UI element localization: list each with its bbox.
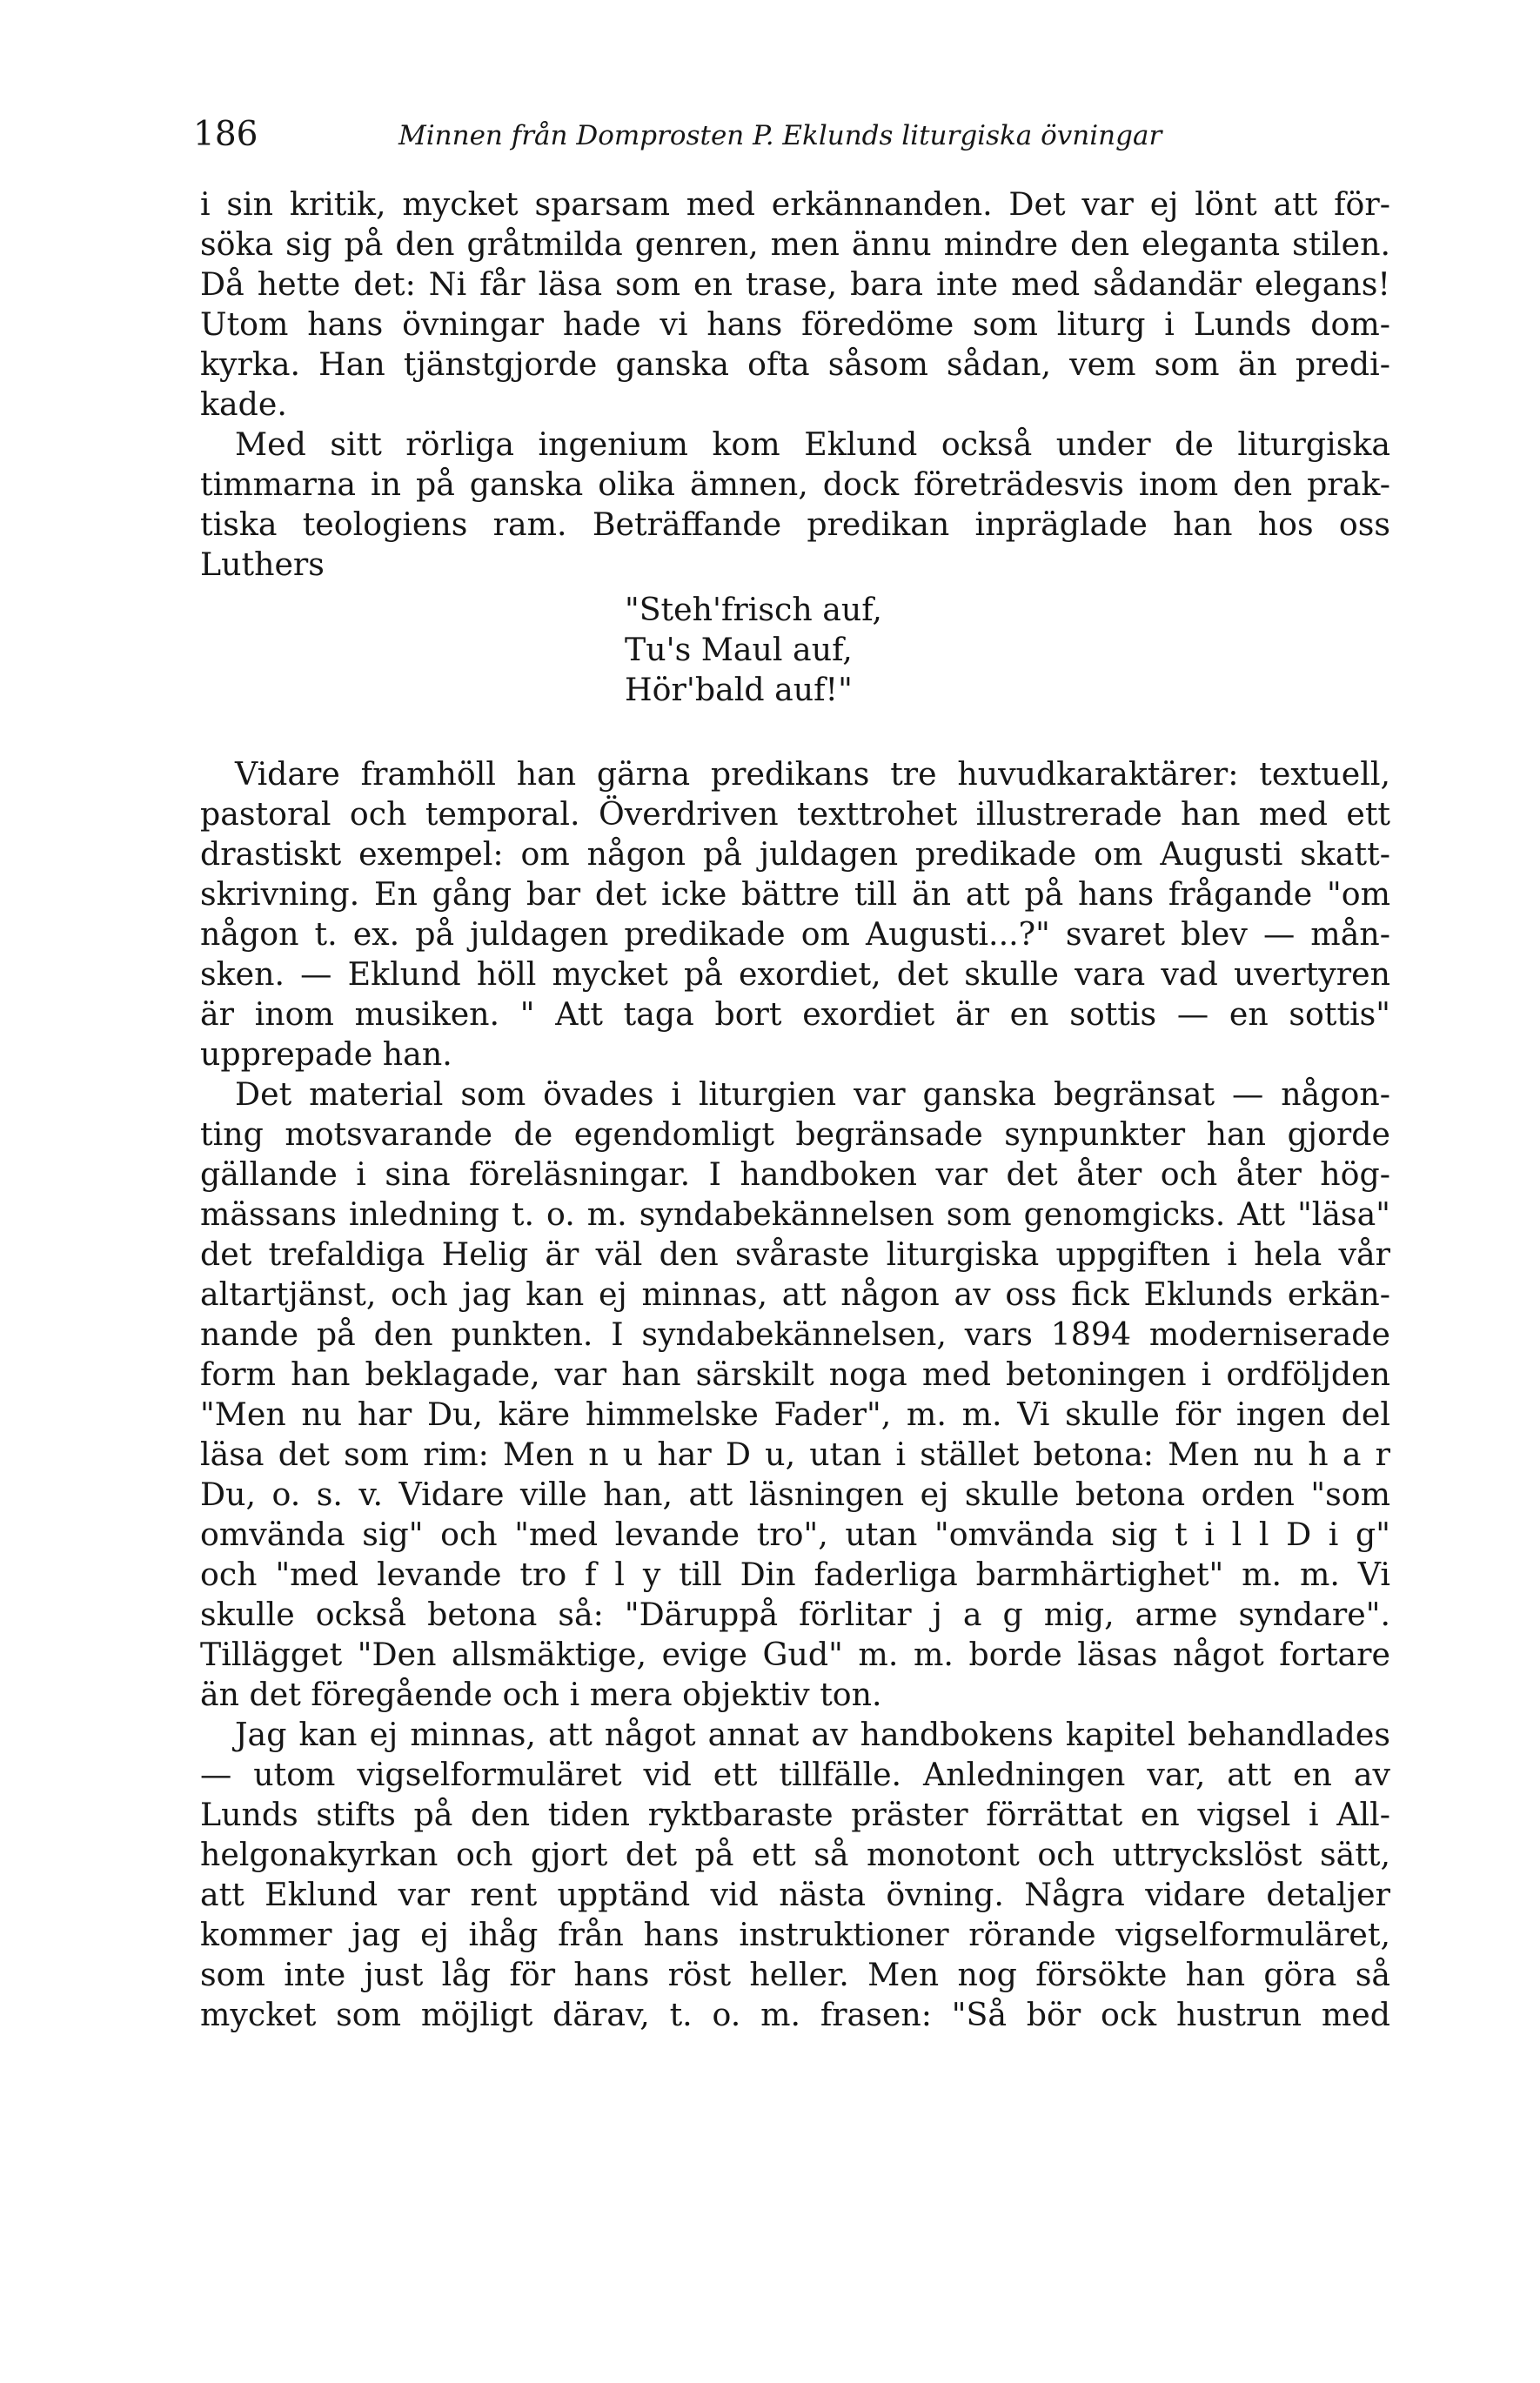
- text-line: "Men nu har Du, käre himmelske Fader", m. m. Vi skulle för ingen del: [200, 1396, 1390, 1433]
- text-line: upprepade han.: [200, 1035, 452, 1073]
- paragraph-first-line: Det material som övades i liturgien var ganska begränsat — någon-: [235, 1075, 1390, 1113]
- text-line: helgonakyrkan och gjort det på ett så monotont och uttryckslöst sätt,: [200, 1836, 1390, 1873]
- text-line: omvända sig" och "med levande tro", utan "omvända sig t i l l D i g": [200, 1516, 1390, 1553]
- quote-line: "Steh'frisch auf,: [625, 591, 882, 628]
- text-line: Tillägget "Den allsmäktige, evige Gud" m. m. borde läsas något fortare: [200, 1636, 1390, 1673]
- text-line: timmarna in på ganska olika ämnen, dock företrädesvis inom den prak-: [200, 465, 1390, 503]
- text-line: mässans inledning t. o. m. syndabekännelsen som genomgicks. Att "läsa": [200, 1195, 1390, 1233]
- paragraph-first-line: Jag kan ej minnas, att något annat av handbokens kapitel behandlades: [235, 1716, 1390, 1753]
- text-line: än det föregående och i mera objektiv ton.: [200, 1676, 882, 1713]
- quote-line: Tu's Maul auf,: [625, 631, 853, 668]
- text-line: sken. — Eklund höll mycket på exordiet, det skulle vara vad uvertyren: [200, 955, 1390, 993]
- text-line: kommer jag ej ihåg från hans instruktioner rörande vigselformuläret,: [200, 1916, 1390, 1953]
- text-line: kade.: [200, 385, 287, 423]
- text-line: Du, o. s. v. Vidare ville han, att läsningen ej skulle betona orden "som: [200, 1476, 1390, 1513]
- paragraph-first-line: Med sitt rörliga ingenium kom Eklund också under de liturgiska: [235, 425, 1390, 463]
- text-line: Luthers: [200, 546, 325, 583]
- paragraph-first-line: Vidare framhöll han gärna predikans tre huvudkaraktärer: textuell,: [235, 755, 1390, 793]
- text-line: gällande i sina föreläsningar. I handboken var det åter och åter hög-: [200, 1155, 1390, 1193]
- text-line: Utom hans övningar hade vi hans föredöme som liturg i Lunds dom-: [200, 305, 1390, 343]
- page-header: [193, 113, 1396, 174]
- text-line: kyrka. Han tjänstgjorde ganska ofta såsom sådan, vem som än predi-: [200, 345, 1390, 383]
- text-line: skrivning. En gång bar det icke bättre till än att på hans frågande "om: [200, 875, 1390, 913]
- text-line: altartjänst, och jag kan ej minnas, att någon av oss fick Eklunds erkän-: [200, 1275, 1390, 1313]
- text-line: form han beklagade, var han särskilt noga med betoningen i ordföljden: [200, 1355, 1390, 1393]
- text-line: pastoral och temporal. Överdriven texttrohet illustrerade han med ett: [200, 795, 1390, 833]
- text-line: — utom vigselformuläret vid ett tillfälle. Anledningen var, att en av: [200, 1756, 1390, 1793]
- text-line: som inte just låg för hans röst heller. Men nog försökte han göra så: [200, 1956, 1390, 1993]
- text-line: i sin kritik, mycket sparsam med erkännanden. Det var ej lönt att för-: [200, 185, 1390, 223]
- text-line: är inom musiken. " Att taga bort exordiet är en sottis — en sottis": [200, 995, 1390, 1033]
- text-line: tiska teologiens ram. Beträffande predikan inpräglade han hos oss: [200, 505, 1390, 543]
- text-line: det trefaldiga Helig är väl den svåraste liturgiska uppgiften i hela vår: [200, 1235, 1390, 1273]
- text-line: läsa det som rim: Men n u har D u, utan i stället betona: Men nu h a r: [200, 1436, 1390, 1473]
- text-line: att Eklund var rent upptänd vid nästa övning. Några vidare detaljer: [200, 1876, 1390, 1913]
- text-line: drastiskt exempel: om någon på juldagen predikade om Augusti skatt-: [200, 835, 1390, 873]
- text-line: Lunds stifts på den tiden ryktbaraste präster förrättat en vigsel i All-: [200, 1796, 1390, 1833]
- text-line: skulle också betona så: "Däruppå förlitar j a g mig, arme syndare".: [200, 1596, 1390, 1633]
- text-line: någon t. ex. på juldagen predikade om Augusti...?" svaret blev — mån-: [200, 915, 1390, 953]
- quote-line: Hör'bald auf!": [625, 671, 853, 708]
- text-line: Då hette det: Ni får läsa som en trase, bara inte med sådandär elegans!: [200, 265, 1390, 303]
- text-line: mycket som möjligt därav, t. o. m. frasen: "Så bör ock hustrun med: [200, 1996, 1390, 2033]
- text-line: och "med levande tro f l y till Din faderliga barmhärtighet" m. m. Vi: [200, 1556, 1390, 1593]
- page-number: 186: [193, 115, 258, 154]
- text-line: söka sig på den gråtmilda genren, men ännu mindre den eleganta stilen.: [200, 225, 1390, 263]
- running-title: Minnen från Domprosten P. Eklunds liturgiska övningar: [398, 120, 1162, 151]
- text-line: ting motsvarande de egendomligt begränsade synpunkter han gjorde: [200, 1115, 1390, 1153]
- text-line: nande på den punkten. I syndabekännelsen, vars 1894 moderniserade: [200, 1315, 1390, 1353]
